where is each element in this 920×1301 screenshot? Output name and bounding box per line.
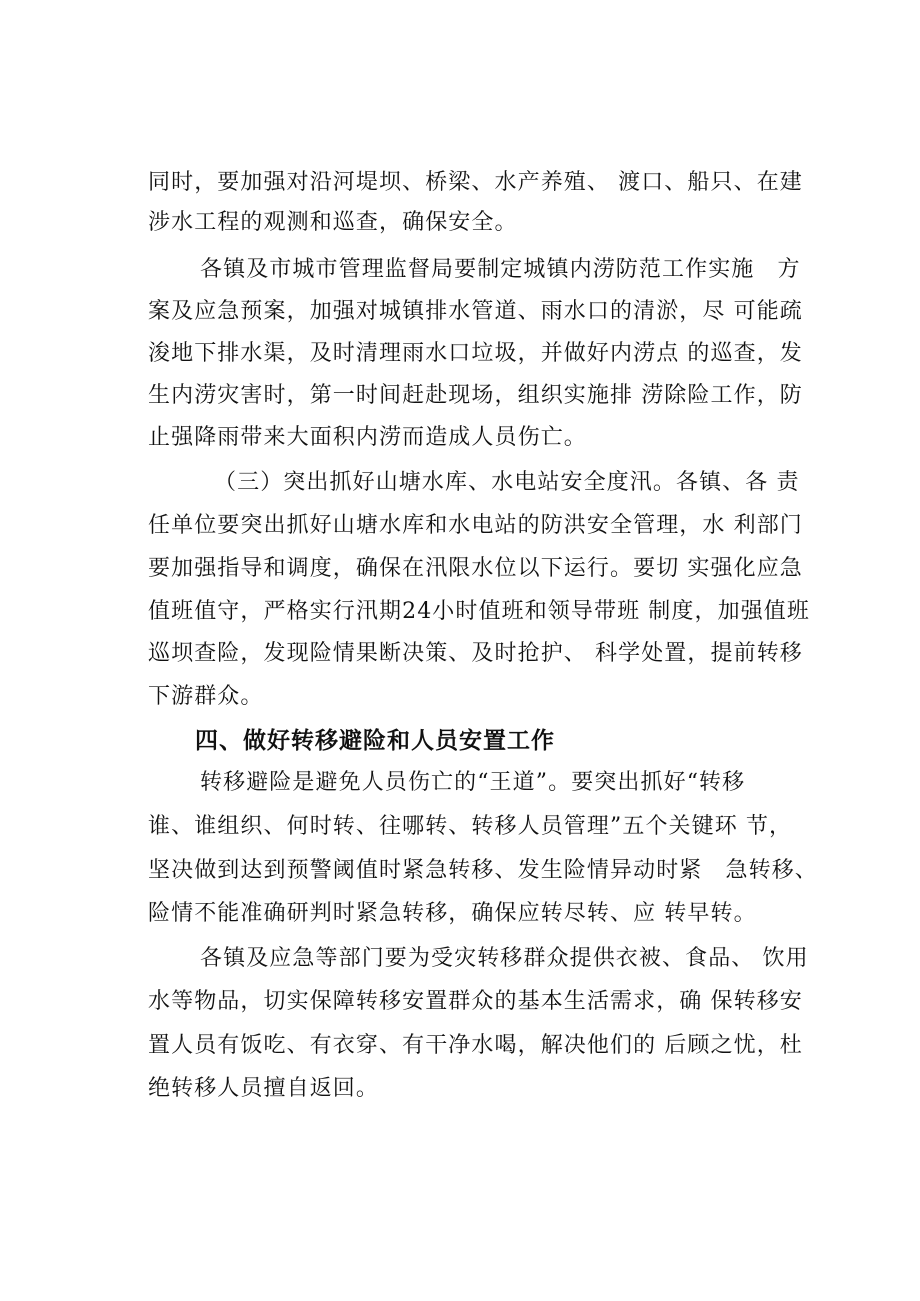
text-line: 坚决做到达到预警阈值时紧急转移、发生险情异动时紧 急转移、: [148, 858, 818, 883]
paragraph-first-line: 转移避险是避免人员伤亡的“王道”。要突出抓好“转移: [200, 770, 746, 795]
text-line: 涉水工程的观测和巡查，确保安全。: [148, 210, 518, 235]
text-line: 值班值守，严格实行汛期24小时值班和领导带班 制度，加强值班: [148, 599, 810, 624]
text-line: 险情不能准确研判时紧急转移，确保应转尽转、应 转早转。: [148, 901, 757, 926]
paragraph-first-line: 各镇及市城市管理监督局要制定城镇内涝防范工作实施 方: [200, 257, 801, 282]
text-line: 任单位要突出抓好山塘水库和水电站的防洪安全管理，水 利部门: [148, 513, 803, 538]
text-line: 置人员有饭吃、有衣穿、有干净水喝，解决他们的 后顾之忧，杜: [148, 1033, 803, 1058]
text-line: 生内涝灾害时，第一时间赶赴现场，组织实施排 涝除险工作，防: [148, 383, 803, 408]
text-line: 下游群众。: [148, 684, 264, 709]
text-line: 浚地下排水渠，及时清理雨水口垃圾，并做好内涝点 的巡查，发: [148, 341, 803, 366]
section-heading: 四、做好转移避险和人员安置工作: [195, 728, 555, 754]
text-line: 谁、谁组织、何时转、往哪转、转移人员管理”五个关键环 节，: [148, 814, 793, 839]
text-line: 绝转移人员擅自返回。: [148, 1076, 380, 1101]
text-line: 水等物品，切实保障转移安置群众的基本生活需求，确 保转移安: [148, 989, 803, 1014]
paragraph-first-line: 各镇及应急等部门要为受灾转移群众提供衣被、食品、 饮用: [200, 946, 809, 971]
paragraph-first-line: （三）突出抓好山塘水库、水电站安全度汛。各镇、各 责: [214, 470, 800, 495]
text-line: 案及应急预案，加强对城镇排水管道、雨水口的清淤，尽 可能疏: [148, 299, 803, 324]
text-line: 巡坝查险，发现险情果断决策、及时抢护、 科学处置，提前转移: [148, 641, 803, 666]
text-line: 要加强指导和调度，确保在汛限水位以下运行。要切 实强化应急: [148, 556, 803, 581]
text-line: 止强降雨带来大面积内涝而造成人员伤亡。: [148, 425, 587, 450]
text-line: 同时，要加强对沿河堤坝、桥梁、水产养殖、 渡口、船只、在建: [148, 170, 803, 195]
